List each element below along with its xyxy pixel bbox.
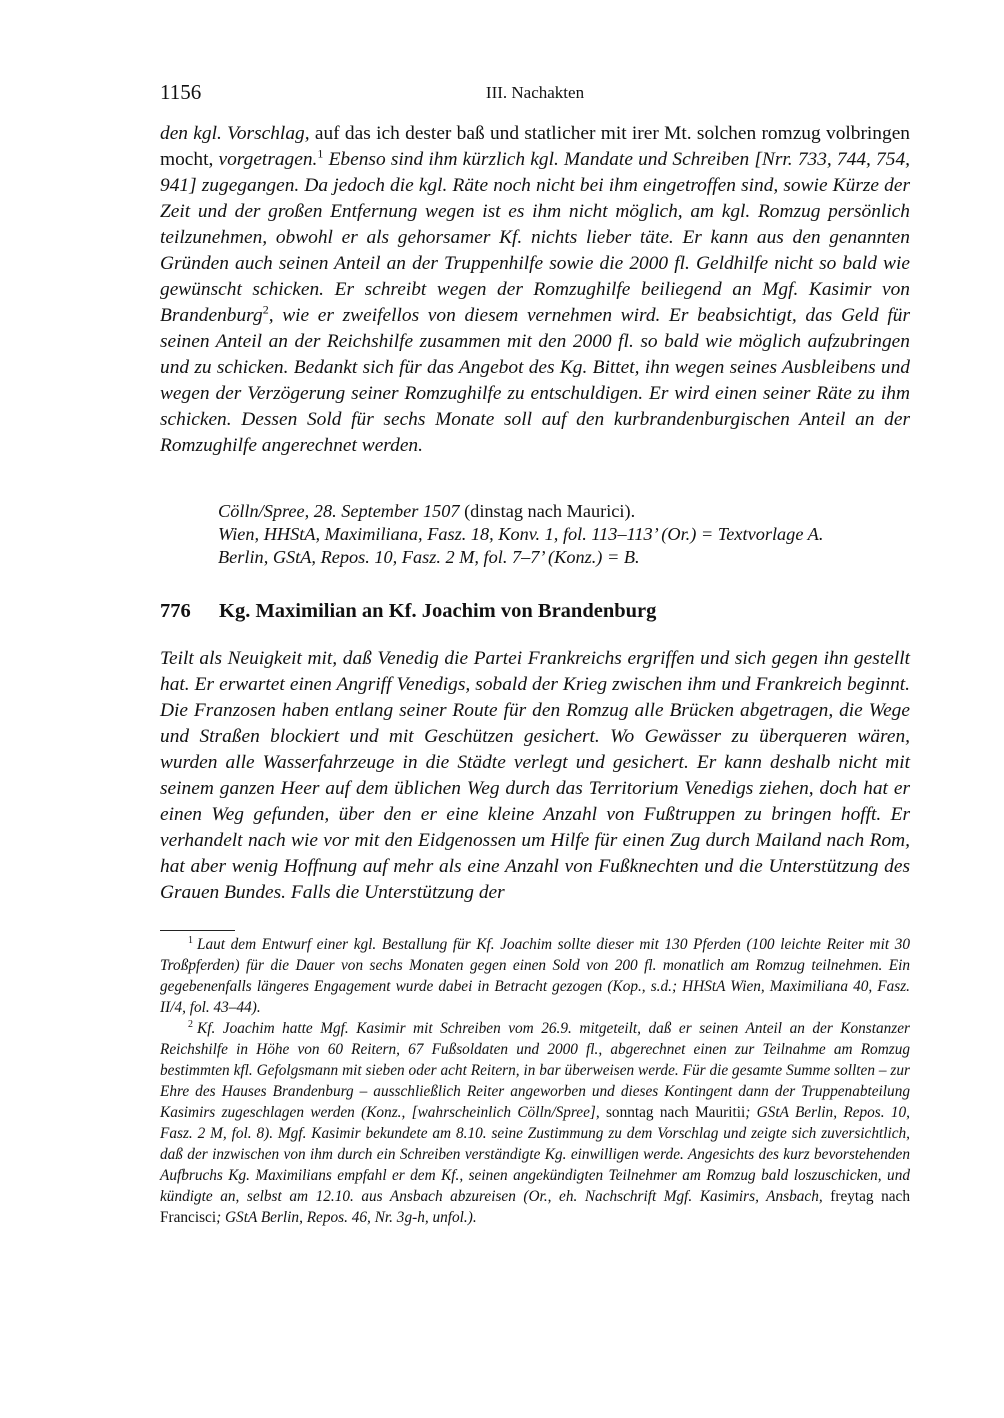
- page-number: 1156: [160, 80, 202, 104]
- quoted-text: auf das ich dester baß und statlicher mit irer Mt. solchen romzug volbringen mocht,: [160, 123, 911, 170]
- footnote-text: Laut dem Entwurf einer kgl. Bestallung für Kf. Joachim sollte dieser mit 130 Pferden (100 leichte Reiter mit 30 Troßpferden) für die Dauer von sechs Monaten gegen einen Sold von 200 fl. monatlich am Romzug teilnehmen. Ein gegebenenfalls längeres Engagement wurde dabei in Betracht gezogen (Kop., s.d.; HHStA Wien, Maximiliana 40, Fasz. II/4, fol. 43–44).: [160, 936, 910, 1016]
- doc-title: Kg. Maximilian an Kf. Joachim von Brandenburg: [219, 600, 657, 622]
- running-head: III. Nachakten: [485, 83, 585, 102]
- footnote-ref-1[interactable]: 1: [317, 146, 324, 161]
- source-a: [218, 523, 910, 546]
- footnote-text: ; GStA Berlin, Repos. 46, Nr. 3g-h, unfol.).: [216, 1209, 477, 1226]
- footnote-text: Kf. Joachim hatte Mgf. Kasimir mit Schreiben vom 26.9. mitgeteilt, daß er seinen Anteil an der Konstanzer Reichshilfe in Höhe von 60 Reitern, 67 Fußsoldaten und 2000 fl., abgerechnet einen zur Teilnahme am Romzug bestimmten kfl. Gefolgsmann mit sieben oder acht Reitern, in bar überweisen werde. Für die gesamte Summe sollten – zur Ehre des Hauses Brandenburg – ausschließlich Reiter angeworben und dieses Kontingent dann der Truppenabteilung Kasimirs zugeschlagen werden (Konz., [wahrscheinlich Cölln/Spree],: [160, 1020, 910, 1121]
- source-b-text: Berlin, GStA, Repos. 10, Fasz. 2 M, fol. 7–7’ (Konz.) = B.: [218, 547, 640, 567]
- doc-775-body: [160, 121, 910, 459]
- text-segment: Ebenso sind ihm kürzlich kgl. Mandate und Schreiben [Nrr. 733, 744, 754, 941] zugegangen. Da jedoch die kgl. Räte noch nicht bei ihm eingetroffen sind, sowie Kürze der Zeit und der großen Entfernung wegen ist es ihm nicht möglich, am kgl. Romzug persönlich teilzunehmen, obwohl er als gehorsamer Kf. nichts lieber täte. Er kann aus den genannten Gründen auch seinen Anteil an der Truppenhilfe sowie die 2000 fl. Geldhilfe nicht so bald wie gewünscht schicken. Er schreibt wegen der Romzughilfe beiliegend an Mgf. Kasimir von Brandenburg: [160, 149, 910, 326]
- source-b: [218, 546, 910, 569]
- footnote-ref-2[interactable]: 2: [262, 302, 269, 317]
- page-header: [160, 80, 910, 108]
- text-segment: vorgetragen.: [218, 149, 318, 170]
- doc-number: 776: [160, 600, 191, 622]
- quoted-date: sonntag nach Mauritii: [605, 1104, 746, 1121]
- footnote-mark: 1: [188, 934, 193, 946]
- text-segment: , wie er zweifellos von diesem vernehmen wird. Er beabsichtigt, das Geld für seinen Anteil an der Reichshilfe zusammen mit den 2000 fl. so bald wie möglich aufzubringen und zu schicken. Bedankt sich für das Angebot des Kg. Bittet, ihn wegen seines Ausbleibens und wegen der Verzögerung seiner Romzughilfe zu entschuldigen. Er wird einen seiner Räte zu ihm schicken. Dessen Sold für sechs Monate soll auf den kurbrandenburgischen Anteil an der Romzughilfe angerechnet werden.: [160, 305, 910, 456]
- source-a-text: Wien, HHStA, Maximiliana, Fasz. 18, Konv. 1, fol. 113–113’ (Or.) = Textvorlage A.: [218, 524, 824, 544]
- doc-776-heading: [160, 600, 656, 623]
- footnote-divider: [160, 930, 235, 931]
- footnote-1: [160, 934, 910, 1018]
- text-segment: den kgl. Vorschlag,: [160, 123, 310, 144]
- place-date: Cölln/Spree, 28. September 1507: [218, 501, 460, 521]
- doc-775-paragraph: [160, 121, 910, 459]
- dating-and-sources: [218, 500, 910, 569]
- original-date: (dinstag nach Maurici).: [459, 501, 636, 521]
- doc-776-summary: [160, 646, 910, 906]
- summary-text: Teilt als Neuigkeit mit, daß Venedig die Partei Frankreichs ergriffen und sich gegen ihn gestellt hat. Er erwartet einen Angriff Venedigs, sobald der Krieg zwischen ihm und Frankreich beginnt. Die Franzosen haben entlang seiner Route für den Romzug alle Brücken abgetragen, die Wege und Straßen blockiert und mit Geschützen gesichert. Wo Gewässer zu überqueren wären, wurden alle Wasserfahrzeuge in die Städte verlegt und gesichert. Er kann deshalb nicht mit seinem ganzen Heer auf dem üblichen Weg durch das Territorium Venedigs ziehen, doch hat er einen Weg gefunden, über den er eine kleine Anzahl von Fußtruppen zu bringen hofft. Er verhandelt nach wie vor mit den Eidgenossen um Hilfe für einen Zug durch Mailand nach Rom, hat aber wenig Hoffnung auf mehr als eine Anzahl von Fußknechten und die Unterstützung des Grauen Bundes. Falls die Unterstützung der: [160, 648, 910, 903]
- quoted-date: freytag nach Francisci: [160, 1188, 910, 1226]
- footnote-mark: 2: [188, 1018, 193, 1030]
- place-date-line: [218, 500, 910, 523]
- doc-776-body: [160, 646, 910, 906]
- footnote-2: [160, 1018, 910, 1228]
- footnote-text: ; GStA Berlin, Repos. 10, Fasz. 2 M, fol. 8). Mgf. Kasimir bekundete am 8.10. seine Zustimmung zu dem Vorschlag und zeigte sich zuversichtlich, daß der inzwischen von ihm durch ein Schreiben verständigte Kg. einwilligen werde. Angesichts des kurz bevorstehenden Aufbruchs Kg. Maximilians empfahl er dem Kf., seinen angekündigten Teilnehmer am Romzug bald loszuschicken, und kündigte an, selbst am 12.10. aus Ansbach abzureisen (Or., eh. Nachschrift Mgf. Kasimirs, Ansbach,: [160, 1104, 910, 1205]
